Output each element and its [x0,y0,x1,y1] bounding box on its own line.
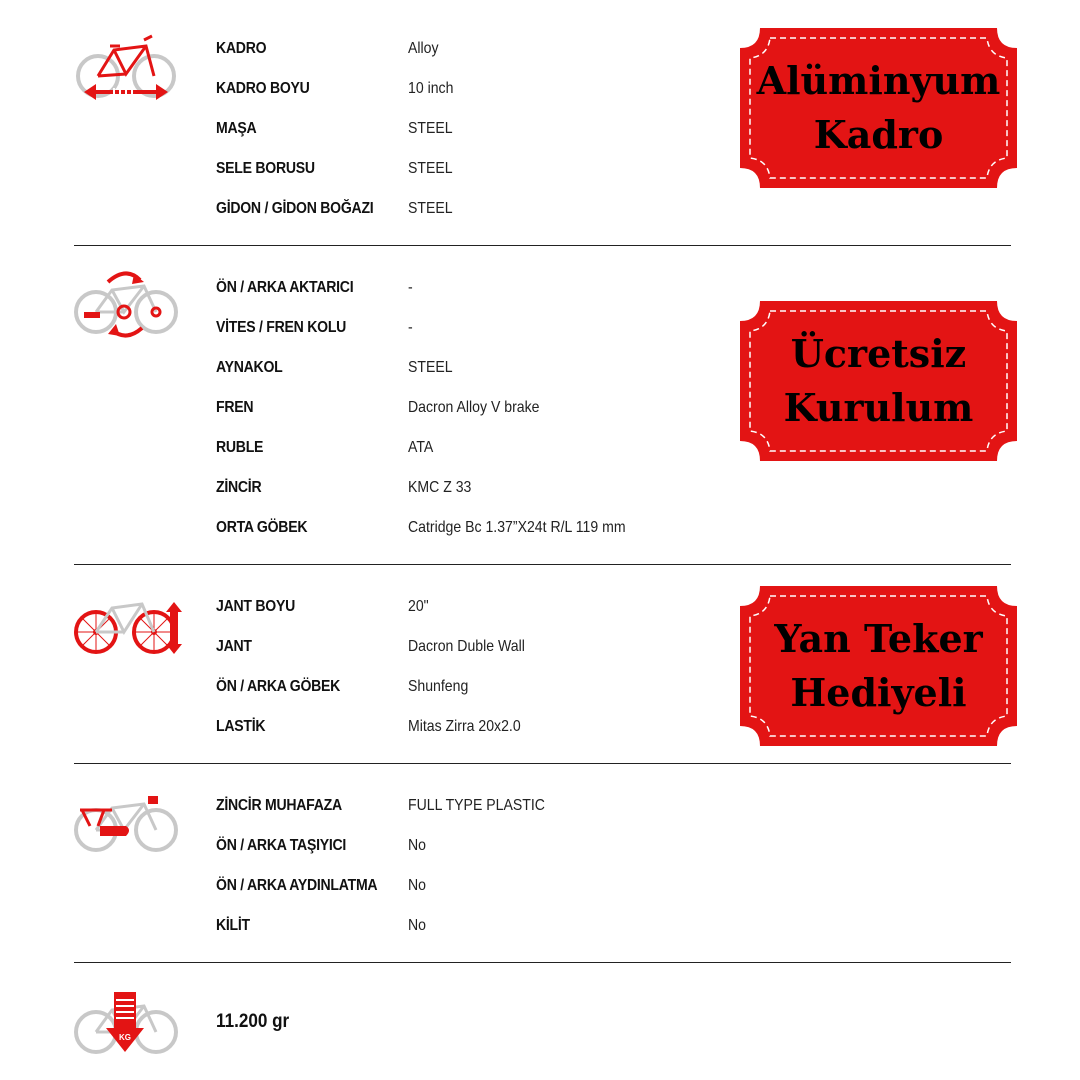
spec-value: Dacron Duble Wall [408,638,525,655]
spec-value: 20" [408,598,429,615]
spec-label: ZİNCİR [216,479,262,496]
weight-icon-text: KG [119,1033,131,1042]
spec-label: JANT [216,638,252,655]
badge-aluminum-frame [740,28,1017,188]
spec-label: ORTA GÖBEK [216,519,308,536]
spec-value: Dacron Alloy V brake [408,399,540,416]
spec-label: KADRO BOYU [216,80,310,97]
spec-label: ÖN / ARKA GÖBEK [216,678,341,695]
spec-label: MAŞA [216,120,257,137]
spec-label: FREN [216,399,254,416]
wheel-icon [70,588,182,660]
weight-icon [70,988,182,1060]
spec-label: AYNAKOL [216,359,283,376]
badge-line2: Kadro [813,112,944,157]
spec-value: Catridge Bc 1.37”X24t R/L 119 mm [408,519,626,536]
spec-label: ÖN / ARKA AKTARICI [216,279,354,296]
section-divider [74,763,1011,764]
badge-line2: Hediyeli [790,670,967,715]
spec-label: KİLİT [216,917,250,934]
badge-training-wheels-gift [740,586,1017,746]
badge-line2: Kurulum [783,385,974,430]
spec-value: No [408,837,426,854]
spec-value: ATA [408,439,434,456]
badge-line1: Alüminyum [756,58,1001,103]
spec-label: JANT BOYU [216,598,295,615]
spec-value: Mitas Zirra 20x2.0 [408,718,521,735]
accessories-icon [70,786,182,858]
spec-value: STEEL [408,359,453,376]
spec-value: No [408,917,426,934]
spec-value: - [408,319,413,336]
spec-label: VİTES / FREN KOLU [216,319,347,336]
spec-value: STEEL [408,120,453,137]
section-divider [74,962,1011,963]
badge-free-installation [740,301,1017,461]
frame-icon [70,32,182,104]
spec-value: STEEL [408,200,453,217]
section-divider [74,564,1011,565]
spec-value: STEEL [408,160,453,177]
spec-value: FULL TYPE PLASTIC [408,797,545,814]
spec-label: ÖN / ARKA AYDINLATMA [216,877,378,894]
drivetrain-icon [70,268,182,340]
spec-value: 10 inch [408,80,454,97]
spec-label: GİDON / GİDON BOĞAZI [216,200,374,217]
spec-value: KMC Z 33 [408,479,472,496]
spec-label: ÖN / ARKA TAŞIYICI [216,837,347,854]
weight-value: 11.200 gr [216,1011,290,1032]
badge-line1: Yan Teker [774,616,983,661]
spec-value: Alloy [408,40,439,57]
section-divider [74,245,1011,246]
spec-label: SELE BORUSU [216,160,315,177]
spec-value: - [408,279,413,296]
spec-value: No [408,877,426,894]
badge-line1: Ücretsiz [790,331,967,376]
spec-label: ZİNCİR MUHAFAZA [216,797,342,814]
spec-label: LASTİK [216,718,266,735]
spec-label: KADRO [216,40,267,57]
spec-value: Shunfeng [408,678,469,695]
spec-label: RUBLE [216,439,264,456]
